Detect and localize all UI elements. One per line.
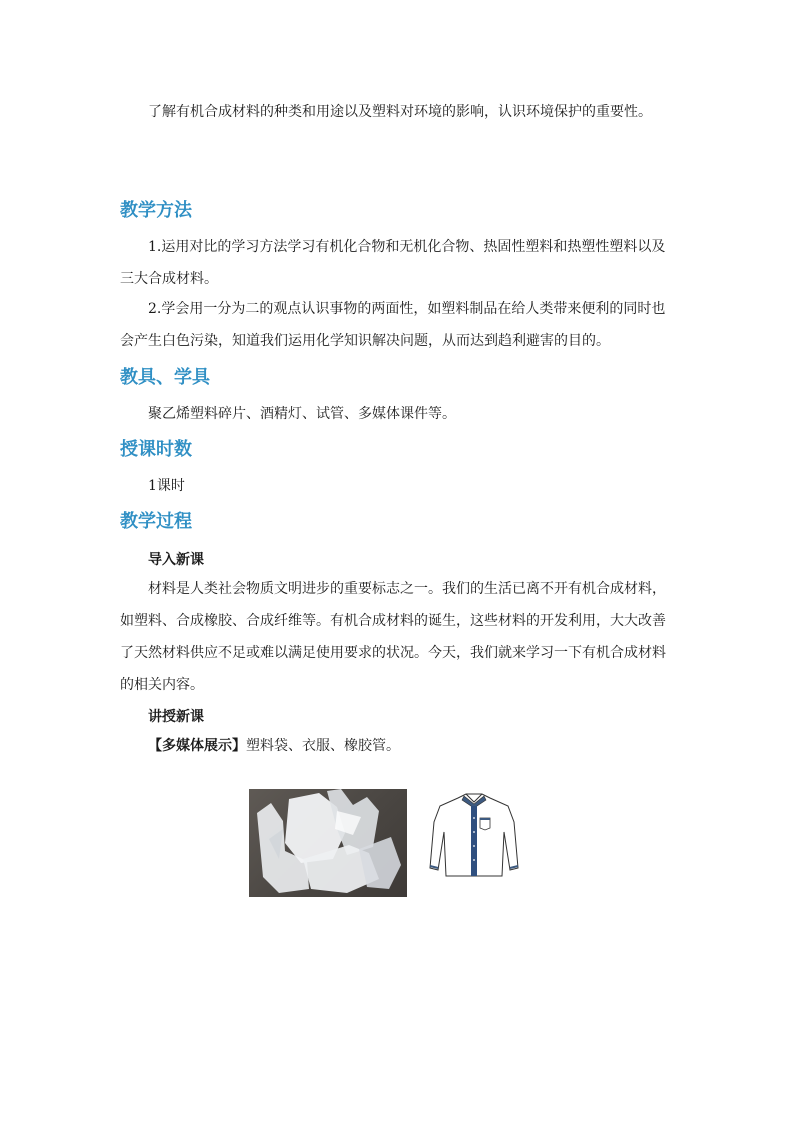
tools-text: 聚乙烯塑料碎片、酒精灯、试管、多媒体课件等。 xyxy=(148,406,456,422)
heading-teaching-methods: 教学方法 xyxy=(120,200,192,221)
subheading-introduction: 导入新课 xyxy=(148,552,204,568)
method-item-1: 1.运用对比的学习方法学习有机化合物和无机化合物、热固性塑料和热塑性塑料以及三大合成材料。 xyxy=(120,239,666,287)
heading-class-hours: 授课时数 xyxy=(120,439,192,460)
media-line xyxy=(120,730,676,762)
heading-teaching-tools: 教具、学具 xyxy=(120,367,210,388)
shirt-image xyxy=(428,792,520,878)
hours-text: 1课时 xyxy=(148,478,185,494)
plastic-bags-image xyxy=(249,789,407,897)
heading-teaching-process: 教学过程 xyxy=(120,511,192,532)
method-item-2: 2.学会用一分为二的观点认识事物的两面性，如塑料制品在给人类带来便利的同时也会产生白色污染，知道我们运用化学知识解决问题，从而达到趋利避害的目的。 xyxy=(120,301,666,349)
introduction-text: 材料是人类社会物质文明进步的重要标志之一。我们的生活已离不开有机合成材料，如塑料、合成橡胶、合成纤维等。有机合成材料的诞生，这些材料的开发利用，大大改善了天然材料供应不足或难以满足使用要求的状况。今天，我们就来学习一下有机合成材料的相关内容。 xyxy=(120,581,666,693)
media-text: 塑料袋、衣服、橡胶管。 xyxy=(246,738,400,754)
subheading-new-lesson: 讲授新课 xyxy=(148,709,204,725)
media-label: 【多媒体展示】 xyxy=(148,738,246,754)
intro-line: 了解有机合成材料的种类和用途以及塑料对环境的影响，认识环境保护的重要性。 xyxy=(148,104,652,120)
